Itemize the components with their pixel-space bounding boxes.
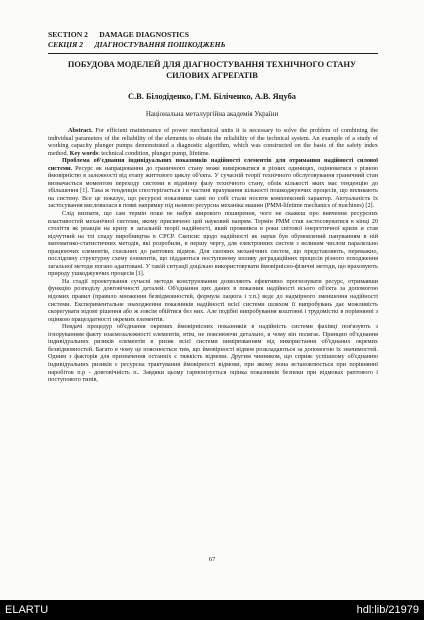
abstract-text: For efficient maintenance of power mechanical units it is necessary to solve the problem of combining the individual parameters of the reliability of the elements to obtain the reliability of the technical system. An example of a study of working capacity plunger pumps demonstrated a diagnostic algorithm, which was constructed on the basis of the safety index method. (48, 127, 378, 157)
paragraph-text: Слід визнати, що сам термін поки не набув широкого поширення, чого не скажеш про вивчення ресурсних властивостей механічної системи, якому присвячено цей науковий напрям. Термін PMM став застосовуватися в кінці 20 століття як реакція на кризу в загальній теорії надійності, який проявився в роки світової енергетичної кризи и став відчутний на тлі спаду виробництва в СРСР. Скепсис щодо надійності як науки був обумовлений пануванням в ній математико-статистичних методів, які розробили, в першу чергу, для електронних систем з великим числом паралельно працюючих елементів, схильних до раптових відмов. Для силових механічних систем, що представляють, переважно, послідовну структурну схему елементів, що піддаються поступовому впливу деградаційних процесів різного походження загальної методи погано адаптовані. У такій ситуації доцільно використовувати ймовірнісно-фізичні методи, що враховують природу ушкоджуючих процесів [1]. (48, 210, 378, 278)
body-paragraph (48, 157, 378, 210)
paragraph-text: Ресурс як напрацювання до граничного стану може вимірюватися в різних одиницях, оцінюватися з різною ймовірністю в залежності від етапу життєвого циклу об'єкта. У сучасній теорії технічного обслуговування граничний стан визначається моментом переходу системи в відмінну фазу технічного стану, облік кількості яких має тенденцію до збільшення [1]. Така ж тенденція спостерігається і в частині врахування кількості пошкоджуючих процесів, що впливають на систему. Все це показує, що ресурсні показники самі по собі стали носити комплексний характер. Актуальність їх застосування висловилася в появі напрямку під назвою ресурсна механіка машин (PMM-lifetime mechanics of machines) [2]. (48, 164, 378, 210)
paragraph-text: На стадії проектування сучасні методи конструювання дозволяють ефективно прогнозувати ресурс, отримавши функцію розподілу довговічності деталей. Об'єднання цих даних в показник надійності всього об'єкта за допомогою відомих правил (правило множення безвідмовностей, формула лацюга і т.п.) веде до надмірного зменшення надійності системи. Експериментальне знаходження показників надійності всієї системи шляхом її випробувань дає можливість скорегувати відомі рішення або ж зовсім обійтися без них. Але подібні випробування коштовні і трудомісткі в порівнянні з оцінкою працездатності окремих елементів. (48, 277, 378, 323)
section-lead: Проблема об'єднання індивідуальних показників надійності елементів для отримання надійності силової системи. (48, 157, 378, 172)
paper-authors: С.В. Білодіденко, Г.М. Біліченко, А.В. Яцуба (128, 92, 296, 101)
body-paragraph (48, 278, 378, 323)
body-paragraph (48, 323, 378, 383)
running-header (48, 30, 376, 50)
keywords-label: Key words (69, 149, 99, 157)
section-header-ua: СЕКЦІЯ 2 ДІАГНОСТУВАННЯ ПОШКОДЖЕНЬ (48, 40, 226, 49)
abstract-label: Abstract. (68, 127, 93, 134)
header-rule (48, 53, 378, 54)
section-header-en: SECTION 2 DAMAGE DIAGNOSTICS (48, 30, 189, 39)
abstract-paragraph (48, 127, 378, 157)
keywords-text: : technical condition, plunger pump, lifetime. (98, 149, 211, 157)
handle-id: hdl:lib/21979 (356, 604, 419, 616)
paper-title: ПОБУДОВА МОДЕЛЕЙ ДЛЯ ДІАГНОСТУВАННЯ ТЕХНІЧНОГО СТАНУ СИЛОВИХ АГРЕГАТІВ (67, 60, 357, 80)
paper-affiliation: Національна металургійна академія України (145, 110, 279, 118)
paragraph-text: Невдачі процедур об'єднання окремих ймовірнісних показників в надійність системи фахівці пов'язують з ігноруванням факту взаємозалежності елементів, втім, не пояснюючи детально, в чому він полягає. Принцип об'єднання індивідуальних ризиків елементів в ризик всієї системи вимірюванням від використання об'єднаних окремих безвідмовностей. Багато в чому це пояснюється тим, що ймовірності відмов розкладаються за допомогою їх значимостей. Одним з факторів для призначення останніх є тяжкість відмови. Другим чинником, що сприяє успішному об'єднанню індивідуальних ризиків є ресурсна трактування ймовірності відмови, при якому вона встановлюється при порівнянні наробіток п.р - довговічність п.. Завдяки цьому гармонізується оцінка показників безпеки при відмовах раптового і поступового типів, (48, 323, 378, 384)
repository-name: ELARTU (5, 604, 49, 616)
repository-footer-bar (0, 600, 424, 620)
body-paragraph (48, 210, 378, 278)
page-number: 67 (208, 556, 216, 563)
paper-body (48, 127, 378, 384)
